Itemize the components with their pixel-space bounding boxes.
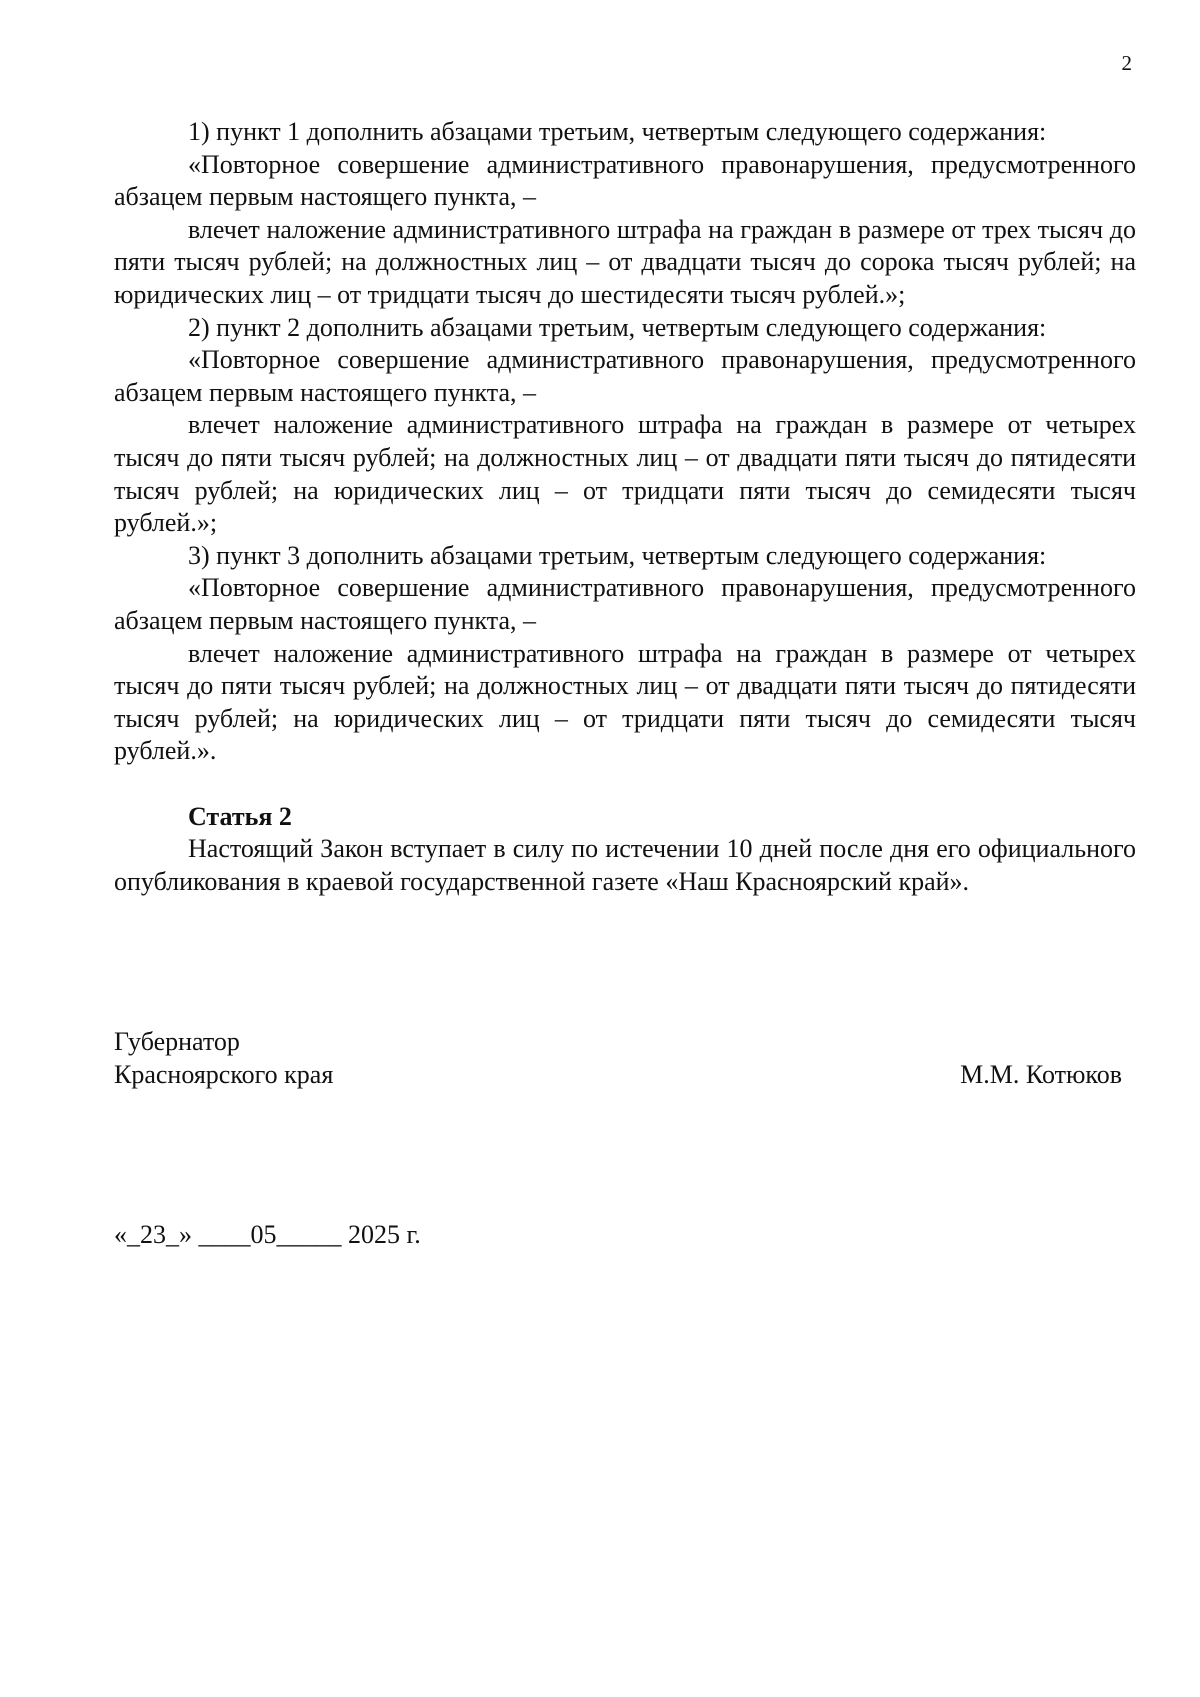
amendment-penalty: влечет наложение административного штрафа на граждан в размере от четырех тысяч до пяти тысяч рублей; на должностных лиц – от двадцати пяти тысяч до пятидесяти тысяч рублей; на юридических лиц – от тридцати пяти тысяч до семидесяти тысяч рублей.»; [114, 410, 1136, 538]
amendment-intro: 2) пункт 2 дополнить абзацами третьим, четвертым следующего содержания: [188, 312, 1047, 342]
amendment-item-3 [114, 540, 1136, 768]
amendment-penalty: влечет наложение административного штрафа на граждан в размере от четырех тысяч до пяти тысяч рублей; на должностных лиц – от двадцати пяти тысяч до пятидесяти тысяч рублей; на юридических лиц – от тридцати пяти тысяч до семидесяти тысяч рублей.». [114, 638, 1136, 766]
amendment-item-1 [114, 116, 1136, 312]
amendment-quote-start: «Повторное совершение административного правонарушения, предусмотренного абзацем первым настоящего пункта, – [114, 345, 1136, 407]
signature-row [114, 1059, 1122, 1092]
amendment-quote-start: «Повторное совершение административного правонарушения, предусмотренного абзацем первым настоящего пункта, – [114, 149, 1136, 212]
page-number: 2 [1121, 51, 1132, 75]
amendment-quote-start: «Повторное совершение административного правонарушения, предусмотренного абзацем первым настоящего пункта, – [114, 573, 1136, 635]
article-heading: Статья 2 [188, 801, 292, 831]
article-2-section [114, 801, 1136, 899]
amendment-penalty: влечет наложение административного штрафа на граждан в размере от трех тысяч до пяти тысяч рублей; на должностных лиц – от двадцати тысяч до сорока тысяч рублей; на юридических лиц – от тридцати тысяч до шестидесяти тысяч рублей.»; [114, 214, 1136, 309]
signing-date: «_23_» ____05_____ 2025 г. [114, 1220, 421, 1249]
signature-block [114, 1026, 1122, 1091]
signatory-name: М.М. Котюков [960, 1059, 1122, 1089]
amendment-item-2 [114, 312, 1136, 540]
document-body [114, 116, 1136, 899]
signatory-title-line-1: Губернатор [114, 1027, 240, 1056]
article-text: Настоящий Закон вступает в силу по истечении 10 дней после дня его официального опубликования в краевой государственной газете «Наш Красноярский край». [114, 834, 1136, 897]
signatory-title-line-2: Красноярского края [114, 1059, 334, 1089]
amendment-intro: 3) пункт 3 дополнить абзацами третьим, четвертым следующего содержания: [188, 540, 1047, 570]
amendment-intro: 1) пункт 1 дополнить абзацами третьим, четвертым следующего содержания: [188, 117, 1047, 146]
